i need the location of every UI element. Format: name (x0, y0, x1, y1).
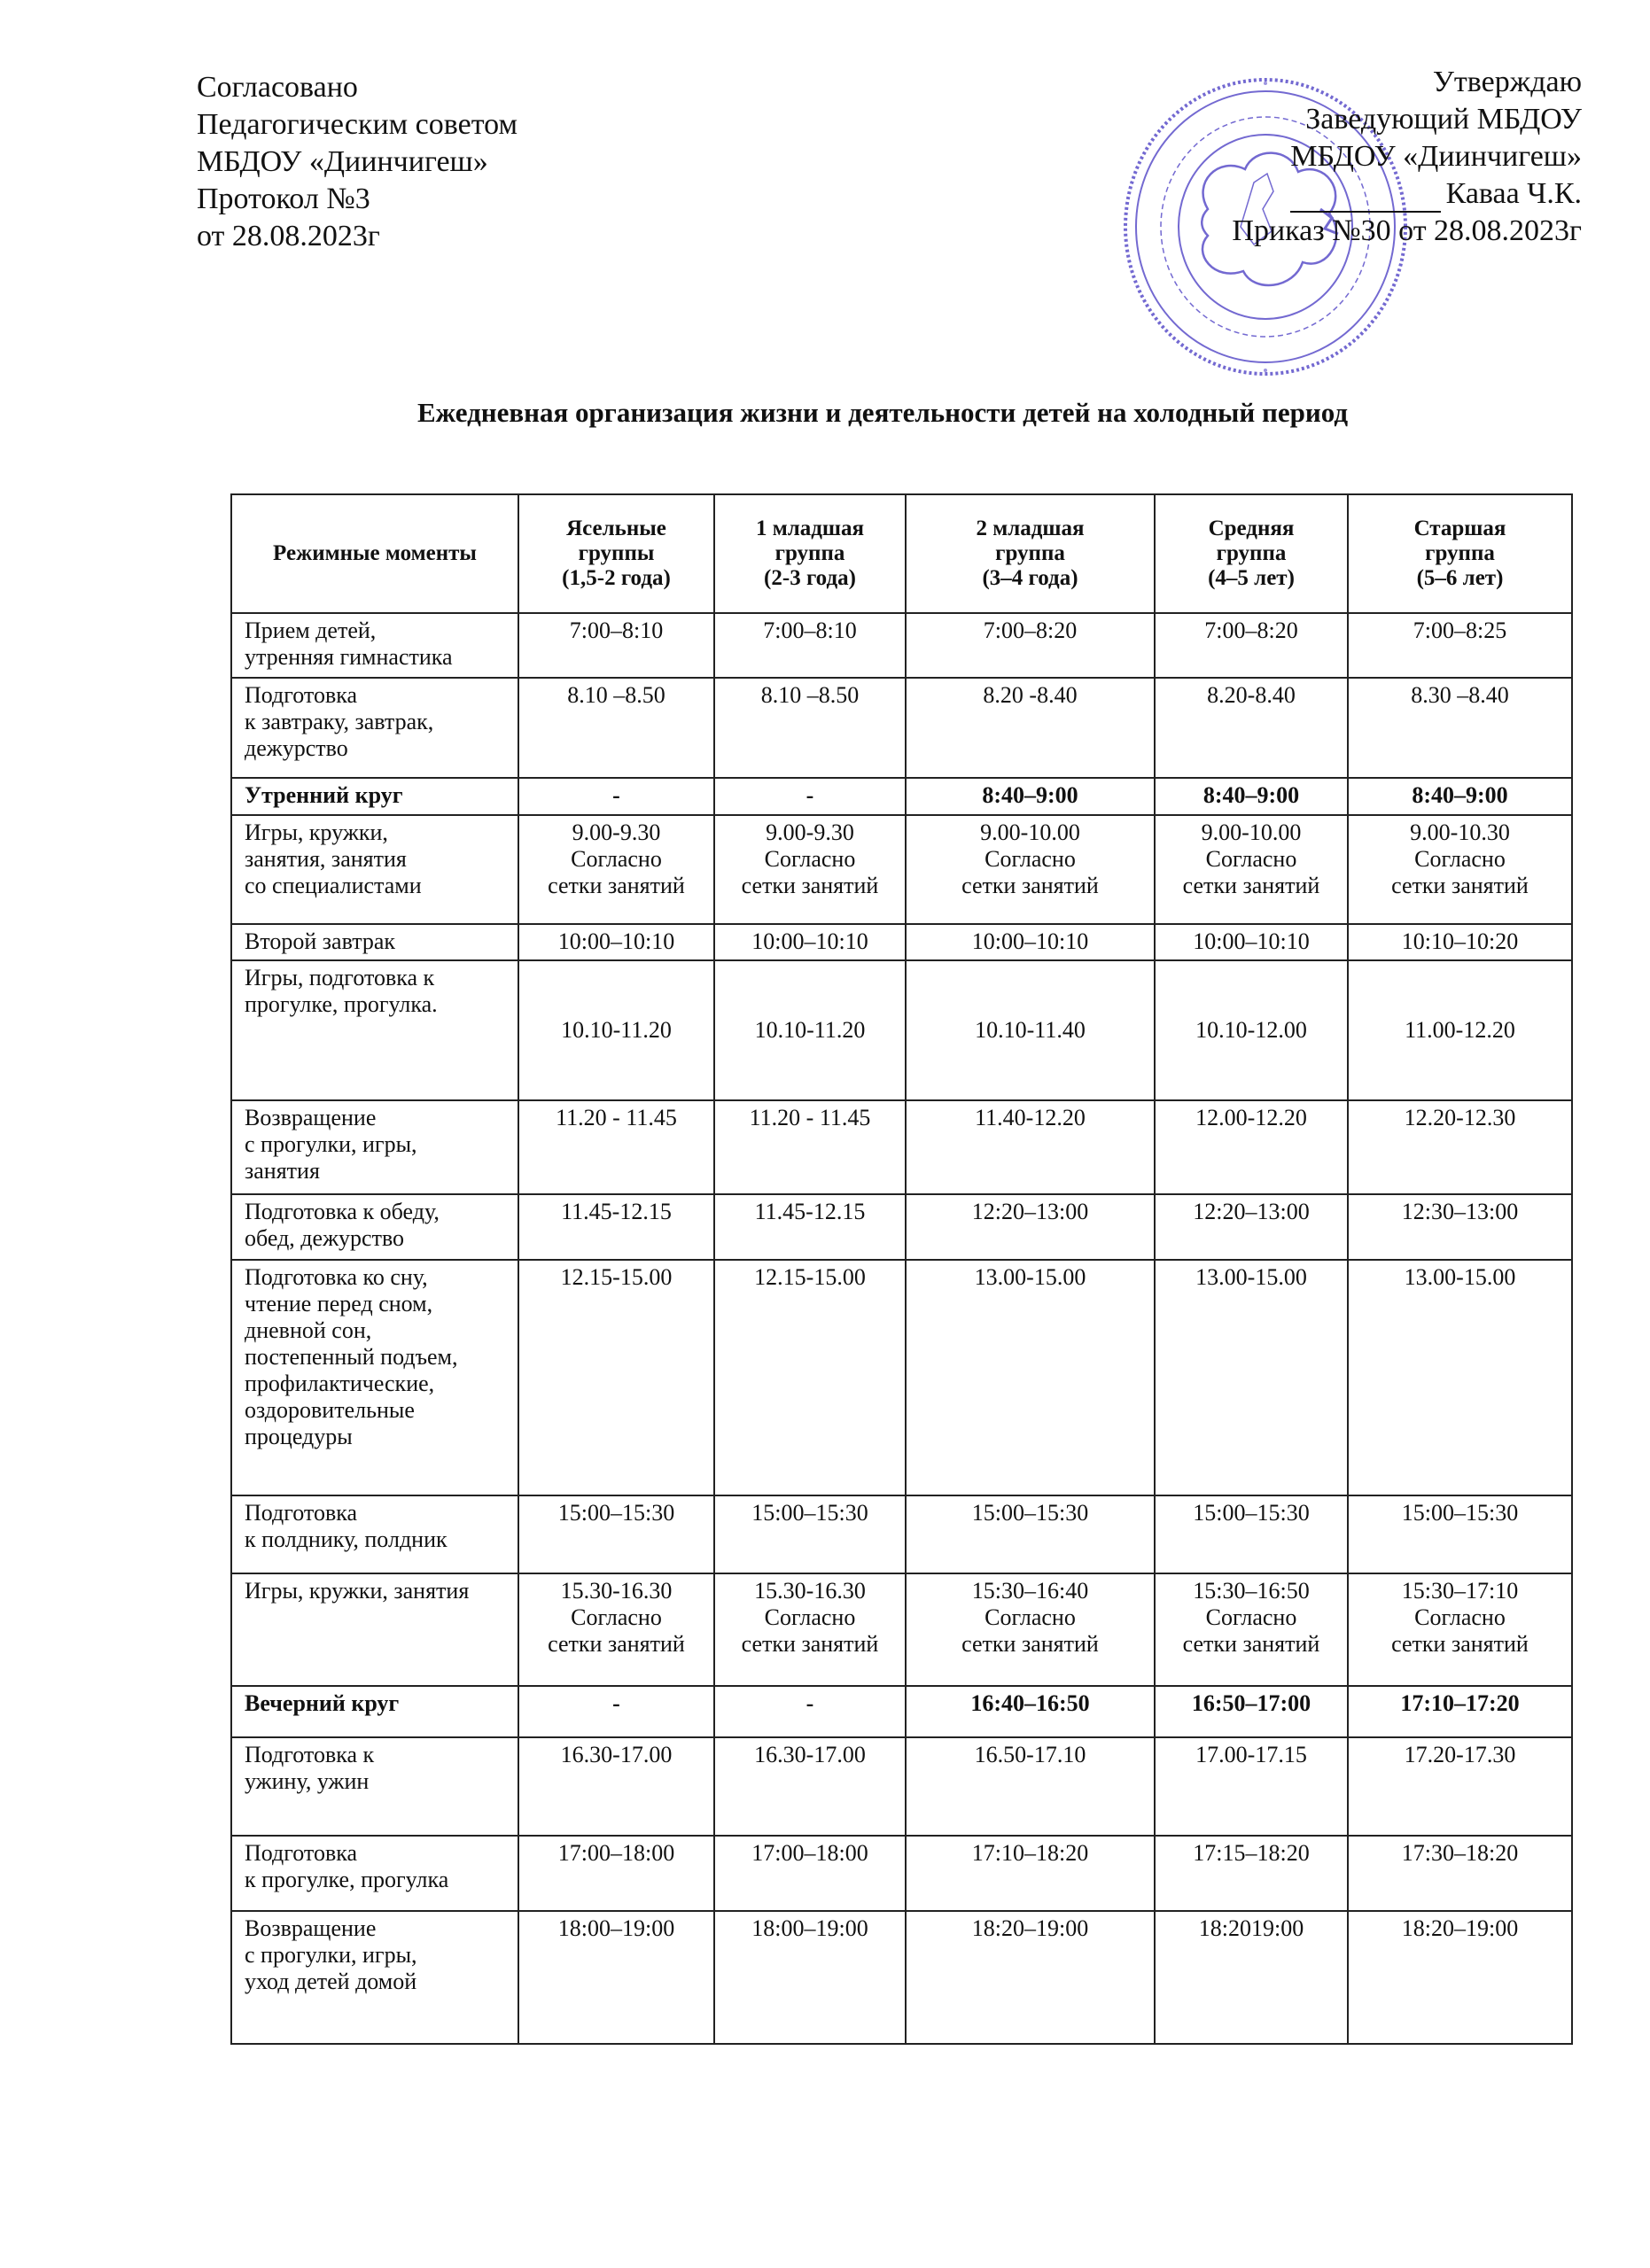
time-text-line: 10.10-12.00 (1195, 1017, 1307, 1043)
time-text-line: сетки занятий (961, 1631, 1099, 1657)
time-cell (1348, 678, 1572, 778)
moment-text-line: постепенный подъем, (245, 1344, 458, 1370)
time-text-line: 15:00–15:30 (1193, 1500, 1310, 1526)
header-text-line: Старшая (1413, 517, 1506, 540)
time-text-line: Согласно (571, 846, 662, 872)
table-row (231, 1573, 1572, 1686)
time-text-line: Согласно (764, 846, 856, 872)
time-text-line: - (806, 782, 814, 808)
moment-text-line: обед, дежурство (245, 1225, 405, 1251)
time-text-line: 16.50-17.10 (974, 1742, 1086, 1767)
schedule-table (230, 493, 1573, 2045)
table-row (231, 1686, 1572, 1737)
time-text-line: 15:30–16:50 (1193, 1578, 1310, 1604)
time-cell (1155, 1911, 1348, 2044)
column-header-group (906, 494, 1155, 613)
time-text-line: сетки занятий (741, 873, 879, 898)
time-text-line: 17:00–18:00 (557, 1840, 675, 1866)
time-text-line: 10:00–10:10 (1193, 928, 1310, 954)
time-text-line: 10:00–10:10 (971, 928, 1089, 954)
time-cell (714, 1495, 906, 1573)
routine-moment-cell (231, 778, 518, 815)
time-text-line: - (806, 1690, 814, 1716)
time-cell (906, 1194, 1155, 1260)
table-row (231, 1495, 1572, 1573)
header-text-line: (1,5-2 года) (562, 566, 671, 590)
time-cell (714, 1194, 906, 1260)
time-text-line: 9.00-9.30 (766, 819, 854, 845)
time-cell (1348, 1495, 1572, 1573)
routine-moment-cell (231, 815, 518, 924)
time-cell (1348, 778, 1572, 815)
time-cell (518, 1737, 714, 1836)
time-text-line: 10:10–10:20 (1401, 928, 1519, 954)
time-cell (518, 960, 714, 1100)
routine-moment-cell (231, 678, 518, 778)
routine-moment-cell (231, 1194, 518, 1260)
time-cell (1155, 1573, 1348, 1686)
time-cell (518, 1573, 714, 1686)
moment-text-line: Подготовка к обеду, (245, 1199, 440, 1224)
time-text-line: 12:20–13:00 (971, 1199, 1089, 1224)
time-cell (1348, 613, 1572, 678)
time-cell (518, 1911, 714, 2044)
moment-text-line: Второй завтрак (245, 928, 396, 954)
moment-text-line: Подготовка к (245, 1742, 375, 1767)
moment-text-line: ужину, ужин (245, 1768, 370, 1794)
routine-moment-cell (231, 613, 518, 678)
time-text-line: 15:30–16:40 (971, 1578, 1089, 1604)
time-text-line: 16.30-17.00 (754, 1742, 866, 1767)
time-text-line: Согласно (985, 846, 1076, 872)
table-body (231, 613, 1572, 2044)
time-cell (906, 1573, 1155, 1686)
time-cell (714, 1737, 906, 1836)
time-cell (1155, 778, 1348, 815)
table-row (231, 678, 1572, 778)
time-text-line: 15:00–15:30 (751, 1500, 868, 1526)
time-text-line: сетки занятий (1182, 1631, 1320, 1657)
header-text-line: Средняя (1208, 517, 1295, 540)
header-text-line: 2 младшая (976, 517, 1085, 540)
moment-text-line: со специалистами (245, 873, 422, 898)
time-cell (714, 1100, 906, 1194)
time-text-line: 8:40–9:00 (1412, 782, 1508, 808)
header-text-line: группа (1425, 541, 1495, 565)
time-cell (906, 1686, 1155, 1737)
time-text-line: 11.40-12.20 (975, 1105, 1086, 1130)
time-cell (1155, 1260, 1348, 1495)
time-text-line: 9.00-10.30 (1410, 819, 1510, 845)
time-text-line: сетки занятий (961, 873, 1099, 898)
agreed-protocol: Протокол №3 (197, 183, 370, 215)
time-cell (518, 1100, 714, 1194)
time-text-line: Согласно (571, 1604, 662, 1630)
time-cell (906, 960, 1155, 1100)
column-header-moments (231, 494, 518, 613)
moment-text-line: Утренний круг (245, 782, 403, 808)
time-text-line: 11.45-12.15 (561, 1199, 672, 1224)
approve-name: Каваа Ч.К. (1445, 177, 1582, 210)
time-cell (518, 1194, 714, 1260)
time-text-line: 13.00-15.00 (1195, 1264, 1307, 1290)
moment-text-line: профилактические, (245, 1371, 435, 1396)
time-text-line: 7:00–8:20 (1204, 617, 1298, 643)
time-text-line: сетки занятий (548, 1631, 685, 1657)
moment-text-line: к полднику, полдник (245, 1526, 448, 1552)
time-cell (714, 1911, 906, 2044)
time-cell (1348, 1737, 1572, 1836)
time-text-line: 17:15–18:20 (1193, 1840, 1310, 1866)
time-text-line: 9.00-10.00 (1201, 819, 1302, 845)
routine-moment-cell (231, 1737, 518, 1836)
time-text-line: Согласно (985, 1604, 1076, 1630)
header-text-line: группа (995, 541, 1065, 565)
table-row (231, 924, 1572, 960)
table-row (231, 1911, 1572, 2044)
column-header-group (518, 494, 714, 613)
time-cell (906, 1836, 1155, 1911)
time-text-line: сетки занятий (1391, 1631, 1529, 1657)
routine-moment-cell (231, 924, 518, 960)
time-cell (1348, 960, 1572, 1100)
time-text-line: 8.10 –8.50 (567, 682, 665, 708)
approve-signature-line (1179, 175, 1582, 213)
moment-text-line: Игры, кружки, занятия (245, 1578, 470, 1604)
moment-text-line: чтение перед сном, (245, 1291, 433, 1317)
moment-text-line: Возвращение (245, 1915, 377, 1941)
approve-institution: МБДОУ «Диинчигеш» (1290, 140, 1582, 173)
time-cell (714, 924, 906, 960)
time-text-line: 12.00-12.20 (1195, 1105, 1307, 1130)
moment-text-line: Подготовка (245, 1840, 358, 1866)
moment-text-line: оздоровительные (245, 1397, 415, 1423)
header-text-line: (4–5 лет) (1208, 566, 1295, 590)
table-row (231, 613, 1572, 678)
time-text-line: 12:30–13:00 (1401, 1199, 1519, 1224)
time-text-line: 8.10 –8.50 (760, 682, 860, 708)
header-text-line: (5–6 лет) (1416, 566, 1504, 590)
routine-moment-cell (231, 960, 518, 1100)
time-cell (714, 1260, 906, 1495)
time-cell (1155, 815, 1348, 924)
header-text-line: 1 младшая (755, 517, 865, 540)
time-cell (906, 778, 1155, 815)
time-text-line: 17:30–18:20 (1401, 1840, 1519, 1866)
header-text-line: группа (774, 541, 845, 565)
time-text-line: 17:10–17:20 (1400, 1690, 1520, 1716)
time-cell (1348, 924, 1572, 960)
time-text-line: 8.20-8.40 (1207, 682, 1296, 708)
time-text-line: 18:20–19:00 (971, 1915, 1089, 1941)
moment-text-line: Подготовка ко сну, (245, 1264, 428, 1290)
time-text-line: - (612, 1690, 620, 1716)
table-row (231, 1194, 1572, 1260)
time-cell (518, 678, 714, 778)
time-cell (518, 1260, 714, 1495)
time-text-line: 8.30 –8.40 (1411, 682, 1509, 708)
moment-text-line: к прогулке, прогулка (245, 1867, 449, 1892)
time-cell (1155, 924, 1348, 960)
moment-text-line: Подготовка (245, 1500, 358, 1526)
time-text-line: 17:00–18:00 (751, 1840, 868, 1866)
time-cell (1348, 1686, 1572, 1737)
time-text-line: Согласно (764, 1604, 856, 1630)
header-text-line: группы (578, 541, 655, 565)
time-cell (714, 613, 906, 678)
time-cell (906, 1100, 1155, 1194)
time-text-line: 15:00–15:30 (557, 1500, 675, 1526)
moment-text-line: уход детей домой (245, 1969, 417, 1994)
time-text-line: 12:20–13:00 (1193, 1199, 1310, 1224)
routine-moment-cell (231, 1100, 518, 1194)
time-cell (1348, 815, 1572, 924)
time-text-line: 16:50–17:00 (1191, 1690, 1311, 1716)
time-cell (906, 1911, 1155, 2044)
time-text-line: 10:00–10:10 (557, 928, 675, 954)
time-text-line: 10:00–10:10 (751, 928, 868, 954)
table-row (231, 778, 1572, 815)
time-cell (518, 1836, 714, 1911)
approve-order: Приказ №30 от 28.08.2023г (1232, 214, 1582, 247)
time-cell (714, 1836, 906, 1911)
moment-text-line: занятия (245, 1158, 320, 1184)
time-text-line: 15.30-16.30 (560, 1578, 673, 1604)
column-header-group (714, 494, 906, 613)
moment-text-line: Игры, кружки, (245, 819, 388, 845)
approve-label: Утверждаю (1432, 66, 1582, 98)
time-cell (1348, 1836, 1572, 1911)
time-text-line: 8.20 -8.40 (983, 682, 1078, 708)
moment-text-line: Возвращение (245, 1105, 377, 1130)
moment-text-line: Прием детей, (245, 617, 377, 643)
approval-approved-block (1179, 64, 1582, 250)
time-cell (906, 678, 1155, 778)
time-cell (714, 1573, 906, 1686)
header-text-line: (2-3 года) (764, 566, 856, 590)
moment-text-line: Игры, подготовка к (245, 965, 435, 990)
header-text-line: Ясельные (566, 517, 666, 540)
time-text-line: 12.15-15.00 (560, 1264, 673, 1290)
agreed-council: Педагогическим советом (197, 108, 518, 141)
time-cell (906, 1495, 1155, 1573)
time-text-line: 12.20-12.30 (1404, 1105, 1516, 1130)
moment-text-line: дневной сон, (245, 1317, 372, 1343)
time-cell (518, 924, 714, 960)
time-cell (518, 613, 714, 678)
agreed-institution: МБДОУ «Диинчигеш» (197, 145, 488, 178)
routine-moment-cell (231, 1260, 518, 1495)
time-text-line: 17.00-17.15 (1195, 1742, 1307, 1767)
moment-text-line: дежурство (245, 735, 348, 761)
time-cell (1155, 1100, 1348, 1194)
time-text-line: 8:40–9:00 (1202, 782, 1300, 808)
time-cell (1155, 1194, 1348, 1260)
approve-position: Заведующий МБДОУ (1305, 103, 1582, 136)
table-row (231, 1260, 1572, 1495)
time-text-line: 18:20–19:00 (1401, 1915, 1519, 1941)
time-text-line: Согласно (1205, 846, 1297, 872)
time-cell (1348, 1911, 1572, 2044)
time-cell (518, 815, 714, 924)
time-text-line: 7:00–8:25 (1413, 617, 1507, 643)
approval-agreed-block (197, 69, 518, 255)
time-text-line: 7:00–8:10 (763, 617, 857, 643)
time-text-line: сетки занятий (741, 1631, 879, 1657)
time-text-line: 15:30–17:10 (1401, 1578, 1519, 1604)
time-text-line: 18:00–19:00 (557, 1915, 675, 1941)
time-cell (1348, 1100, 1572, 1194)
time-text-line: 11.20 - 11.45 (556, 1105, 677, 1130)
time-cell (1155, 1836, 1348, 1911)
time-cell (906, 924, 1155, 960)
time-cell (906, 815, 1155, 924)
time-cell (1155, 960, 1348, 1100)
time-text-line: 13.00-15.00 (1404, 1264, 1516, 1290)
time-text-line: 12.15-15.00 (754, 1264, 866, 1290)
time-text-line: 10.10-11.20 (561, 1017, 672, 1043)
header-text-line: (3–4 года) (982, 566, 1078, 590)
time-text-line: 11.45-12.15 (754, 1199, 866, 1224)
time-text-line: 9.00-10.00 (980, 819, 1080, 845)
time-text-line: 7:00–8:20 (983, 617, 1078, 643)
table-row (231, 1100, 1572, 1194)
time-text-line: 17:10–18:20 (971, 1840, 1089, 1866)
time-cell (518, 1495, 714, 1573)
time-text-line: сетки занятий (1182, 873, 1320, 898)
time-text-line: 10.10-11.20 (754, 1017, 866, 1043)
time-cell (714, 1686, 906, 1737)
document-title: Ежедневная организация жизни и деятельности детей на холодный период (416, 397, 1349, 428)
moment-text-line: Вечерний круг (245, 1690, 400, 1716)
time-cell (518, 1686, 714, 1737)
routine-moment-cell (231, 1573, 518, 1686)
time-text-line: 13.00-15.00 (974, 1264, 1086, 1290)
time-cell (518, 778, 714, 815)
time-text-line: 9.00-9.30 (572, 819, 661, 845)
time-text-line: Согласно (1414, 846, 1506, 872)
time-text-line: 7:00–8:10 (569, 617, 664, 643)
time-text-line: 10.10-11.40 (975, 1017, 1086, 1043)
time-cell (714, 678, 906, 778)
time-cell (1155, 1737, 1348, 1836)
time-text-line: 16:40–16:50 (970, 1690, 1090, 1716)
moment-text-line: занятия, занятия (245, 846, 407, 872)
agreed-date: от 28.08.2023г (197, 220, 380, 252)
time-cell (1348, 1573, 1572, 1686)
moment-text-line: прогулке, прогулка. (245, 991, 438, 1017)
time-cell (714, 815, 906, 924)
time-cell (1155, 678, 1348, 778)
time-cell (1155, 613, 1348, 678)
time-text-line: Согласно (1205, 1604, 1297, 1630)
header-text-line: группа (1216, 541, 1287, 565)
time-text-line: 15.30-16.30 (754, 1578, 866, 1604)
column-header-group (1348, 494, 1572, 613)
table-row (231, 1836, 1572, 1911)
time-cell (714, 960, 906, 1100)
moment-text-line: с прогулки, игры, (245, 1942, 417, 1968)
time-text-line: 8:40–9:00 (982, 782, 1078, 808)
time-cell (1155, 1495, 1348, 1573)
header-text-line: Режимные моменты (273, 541, 477, 565)
time-text-line: 16.30-17.00 (560, 1742, 673, 1767)
time-text-line: сетки занятий (1391, 873, 1529, 898)
moment-text-line: утренняя гимнастика (245, 644, 453, 670)
moment-text-line: Подготовка (245, 682, 358, 708)
time-text-line: 18:2019:00 (1198, 1915, 1304, 1941)
time-cell (1348, 1194, 1572, 1260)
routine-moment-cell (231, 1836, 518, 1911)
signature-underline (1290, 184, 1441, 213)
table-header-row (231, 494, 1572, 613)
table-row (231, 1737, 1572, 1836)
routine-moment-cell (231, 1686, 518, 1737)
routine-moment-cell (231, 1911, 518, 2044)
moment-text-line: с прогулки, игры, (245, 1131, 417, 1157)
routine-moment-cell (231, 1495, 518, 1573)
time-cell (906, 1260, 1155, 1495)
table-row (231, 815, 1572, 924)
table-row (231, 960, 1572, 1100)
time-cell (714, 778, 906, 815)
time-cell (1348, 1260, 1572, 1495)
time-text-line: сетки занятий (548, 873, 685, 898)
time-text-line: 18:00–19:00 (751, 1915, 868, 1941)
time-cell (906, 613, 1155, 678)
time-text-line: 15:00–15:30 (971, 1500, 1089, 1526)
column-header-group (1155, 494, 1348, 613)
time-text-line: - (612, 782, 620, 808)
agreed-label: Согласовано (197, 71, 358, 104)
time-text-line: Согласно (1414, 1604, 1506, 1630)
time-cell (1155, 1686, 1348, 1737)
time-text-line: 11.00-12.20 (1405, 1017, 1515, 1043)
time-text-line: 15:00–15:30 (1401, 1500, 1519, 1526)
time-text-line: 17.20-17.30 (1404, 1742, 1516, 1767)
time-text-line: 11.20 - 11.45 (749, 1105, 871, 1130)
time-cell (906, 1737, 1155, 1836)
moment-text-line: процедуры (245, 1424, 353, 1449)
moment-text-line: к завтраку, завтрак, (245, 709, 434, 734)
